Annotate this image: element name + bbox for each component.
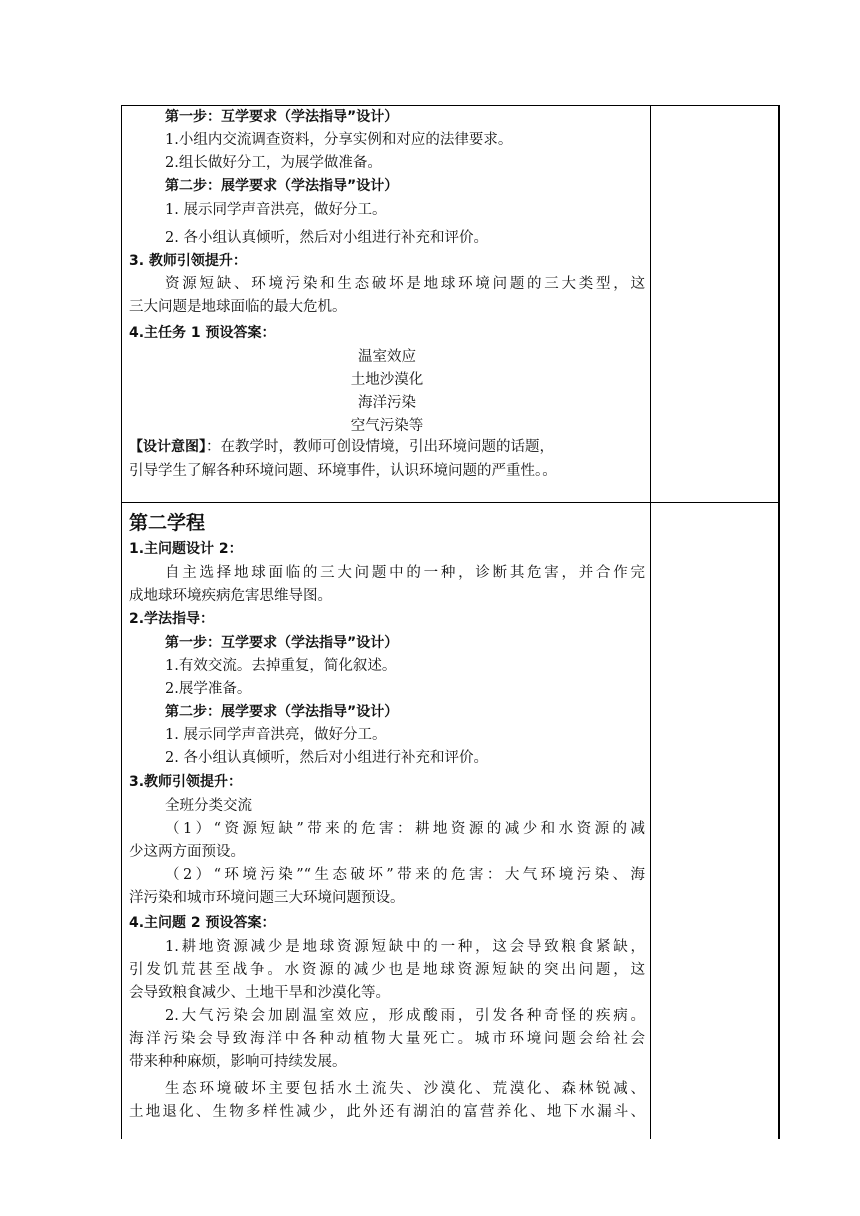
step2-item-1: 1. 展示同学声音洪亮，做好分工。 [165, 727, 387, 743]
step2-item-2: 2. 各小组认真倾听，然后对小组进行补充和评价。 [165, 230, 488, 246]
question-line-2: 成地球环境疾病危害思维导图。 [129, 588, 332, 604]
teacher-line-4: （2）“环境污染”“生态破坏”带来的危害：大气环境污染、海 [165, 867, 645, 883]
column-divider-2 [778, 106, 779, 1139]
answer-line-7: 生态环境破坏主要包括水土流失、沙漠化、荒漠化、森林锐减、 [165, 1081, 645, 1097]
teacher-line-2: （1）“资源短缺”带来的危害：耕地资源的减少和水资源的减 [165, 821, 645, 837]
answer-line-2: 引发饥荒甚至战争。水资源的减少也是地球资源短缺的突出问题，这 [129, 962, 645, 978]
design-text: ：在教学时，教师可创设情境，引出环境问题的话题， [206, 439, 554, 455]
step1-item-1: 1.小组内交流调查资料，分享实例和对应的法律要求。 [165, 132, 513, 148]
step1-item-2: 2.组长做好分工，为展学做准备。 [165, 155, 382, 171]
answer-heading: 4.主任务 1 预设答案： [129, 325, 276, 341]
answer-line-6: 带来种种麻烦，影响可持续发展。 [129, 1054, 347, 1070]
step1-item-1: 1.有效交流。去掉重复，简化叙述。 [165, 658, 397, 674]
teacher-line-3: 少这两方面预设。 [129, 844, 245, 860]
step2-item-1: 1. 展示同学声音洪亮，做好分工。 [165, 202, 387, 218]
step2-title: 第二步：展学要求（学法指导”设计） [165, 178, 399, 194]
section-heading: 第二学程 [129, 512, 206, 534]
column-divider-1 [650, 106, 651, 1139]
row-divider [122, 502, 779, 503]
step2-item-2: 2. 各小组认真倾听，然后对小组进行补充和评价。 [165, 750, 488, 766]
answer-line-3: 会导致粮食减少、土地干旱和沙漠化等。 [129, 985, 390, 1001]
answer-4: 空气污染等 [350, 418, 424, 434]
step1-title: 第一步：互学要求（学法指导”设计） [165, 635, 399, 651]
teacher-heading: 3.教师引领提升： [129, 774, 243, 790]
question-heading: 1.主问题设计 2： [129, 541, 243, 557]
step1-title: 第一步：互学要求（学法指导”设计） [165, 109, 399, 125]
teacher-line-5: 洋污染和城市环境问题三大环境问题预设。 [129, 890, 405, 906]
answer-line-8: 土地退化、生物多样性减少，此外还有湖泊的富营养化、地下水漏斗、 [129, 1104, 645, 1120]
teacher-line-2: 三大问题是地球面临的最大危机。 [129, 299, 347, 315]
design-line-1 [129, 436, 554, 458]
teacher-heading: 3. 教师引领提升： [129, 253, 247, 269]
lesson-plan-table [121, 105, 780, 1139]
answer-heading: 4.主问题 2 预设答案： [129, 915, 276, 931]
teacher-line-1: 全班分类交流 [165, 798, 252, 814]
answer-2: 土地沙漠化 [350, 372, 424, 388]
design-line-2: 引导学生了解各种环境问题、环境事件，认识环境问题的严重性。。 [129, 463, 557, 479]
design-label: 【设计意图】 [129, 439, 206, 455]
answer-line-4: 2.大气污染会加剧温室效应，形成酸雨，引发各种奇怪的疾病。 [165, 1008, 645, 1024]
step1-item-2: 2.展学准备。 [165, 681, 252, 697]
answer-line-5: 海洋污染会导致海洋中各种动植物大量死亡。城市环境问题会给社会 [129, 1031, 645, 1047]
answer-1: 温室效应 [358, 349, 416, 365]
answer-3: 海洋污染 [358, 395, 416, 411]
teacher-line-1: 资源短缺、环境污染和生态破坏是地球环境问题的三大类型，这 [165, 276, 645, 292]
method-heading: 2.学法指导： [129, 611, 215, 627]
question-line-1: 自主选择地球面临的三大问题中的一种，诊断其危害，并合作完 [165, 565, 645, 581]
answer-line-1: 1.耕地资源减少是地球资源短缺中的一种，这会导致粮食紧缺， [165, 939, 645, 955]
step2-title: 第二步：展学要求（学法指导”设计） [165, 704, 399, 720]
